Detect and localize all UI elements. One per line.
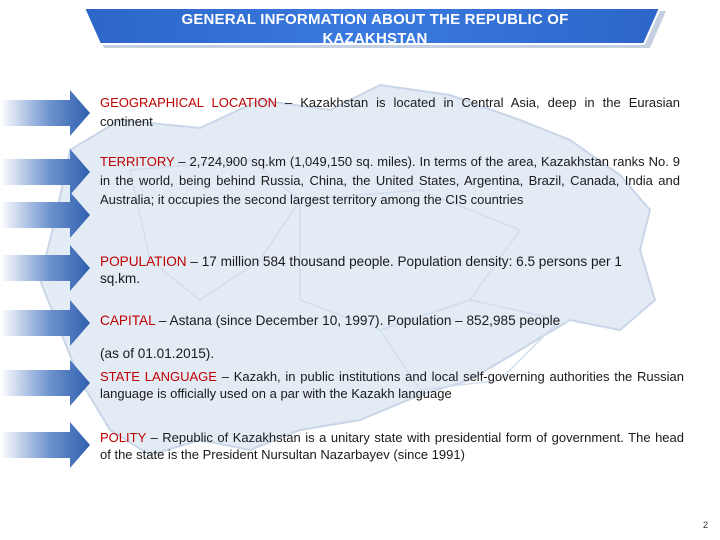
item-polity [100, 429, 684, 463]
item-geographical-location [100, 93, 680, 131]
item-capital-continued [100, 345, 680, 362]
item-text: – Astana (since December 10, 1997). Population – 852,985 people [155, 313, 561, 328]
arrow-bullet-icon [0, 88, 92, 138]
item-label: TERRITORY [100, 154, 175, 169]
arrow-bullet-icon [0, 243, 92, 293]
item-territory [100, 152, 680, 209]
page-title [82, 10, 668, 48]
item-text: (as of 01.01.2015). [100, 346, 215, 361]
arrow-bullet-icon [0, 190, 92, 240]
item-text: – Kazakhstan is located in Central Asia, deep in the Eurasian continent [100, 95, 680, 129]
arrow-bullet-icon [0, 358, 92, 408]
item-text: – 17 million 584 thousand people. Population density: 6.5 persons per 1 sq.km. [100, 254, 622, 286]
arrow-bullet-icon [0, 420, 92, 470]
item-text: – 2,724,900 sq.km (1,049,150 sq. miles). In terms of the area, Kazakhstan ranks No. 9 in the world, being behind Russia, China, the United States, Argentina, Brazil, Canada, India and Australia; it occupies the second largest territory among the CIS countries [100, 154, 680, 207]
item-text: – Republic of Kazakhstan is a unitary state with presidential form of government. The head of the state is the President Nursultan Nazarbayev (since 1991) [100, 430, 684, 462]
item-label: STATE LANGUAGE [100, 369, 217, 384]
item-population [100, 253, 660, 287]
item-label: GEOGRAPHICAL LOCATION [100, 95, 278, 110]
item-label: POLITY [100, 430, 147, 445]
item-capital [100, 312, 680, 329]
title-line-2: KAZAKHSTAN [322, 30, 428, 47]
item-state-language [100, 368, 684, 402]
arrow-bullet-icon [0, 298, 92, 348]
title-banner [82, 8, 668, 52]
page-number: 2 [702, 520, 708, 530]
item-label: CAPITAL [100, 313, 156, 328]
item-label: POPULATION [100, 254, 187, 269]
item-text: – Kazakh, in public institutions and local self-governing authorities the Russian language is officially used on a par with the Kazakh language [100, 369, 684, 401]
title-line-1: GENERAL INFORMATION ABOUT THE REPUBLIC OF [181, 11, 569, 28]
